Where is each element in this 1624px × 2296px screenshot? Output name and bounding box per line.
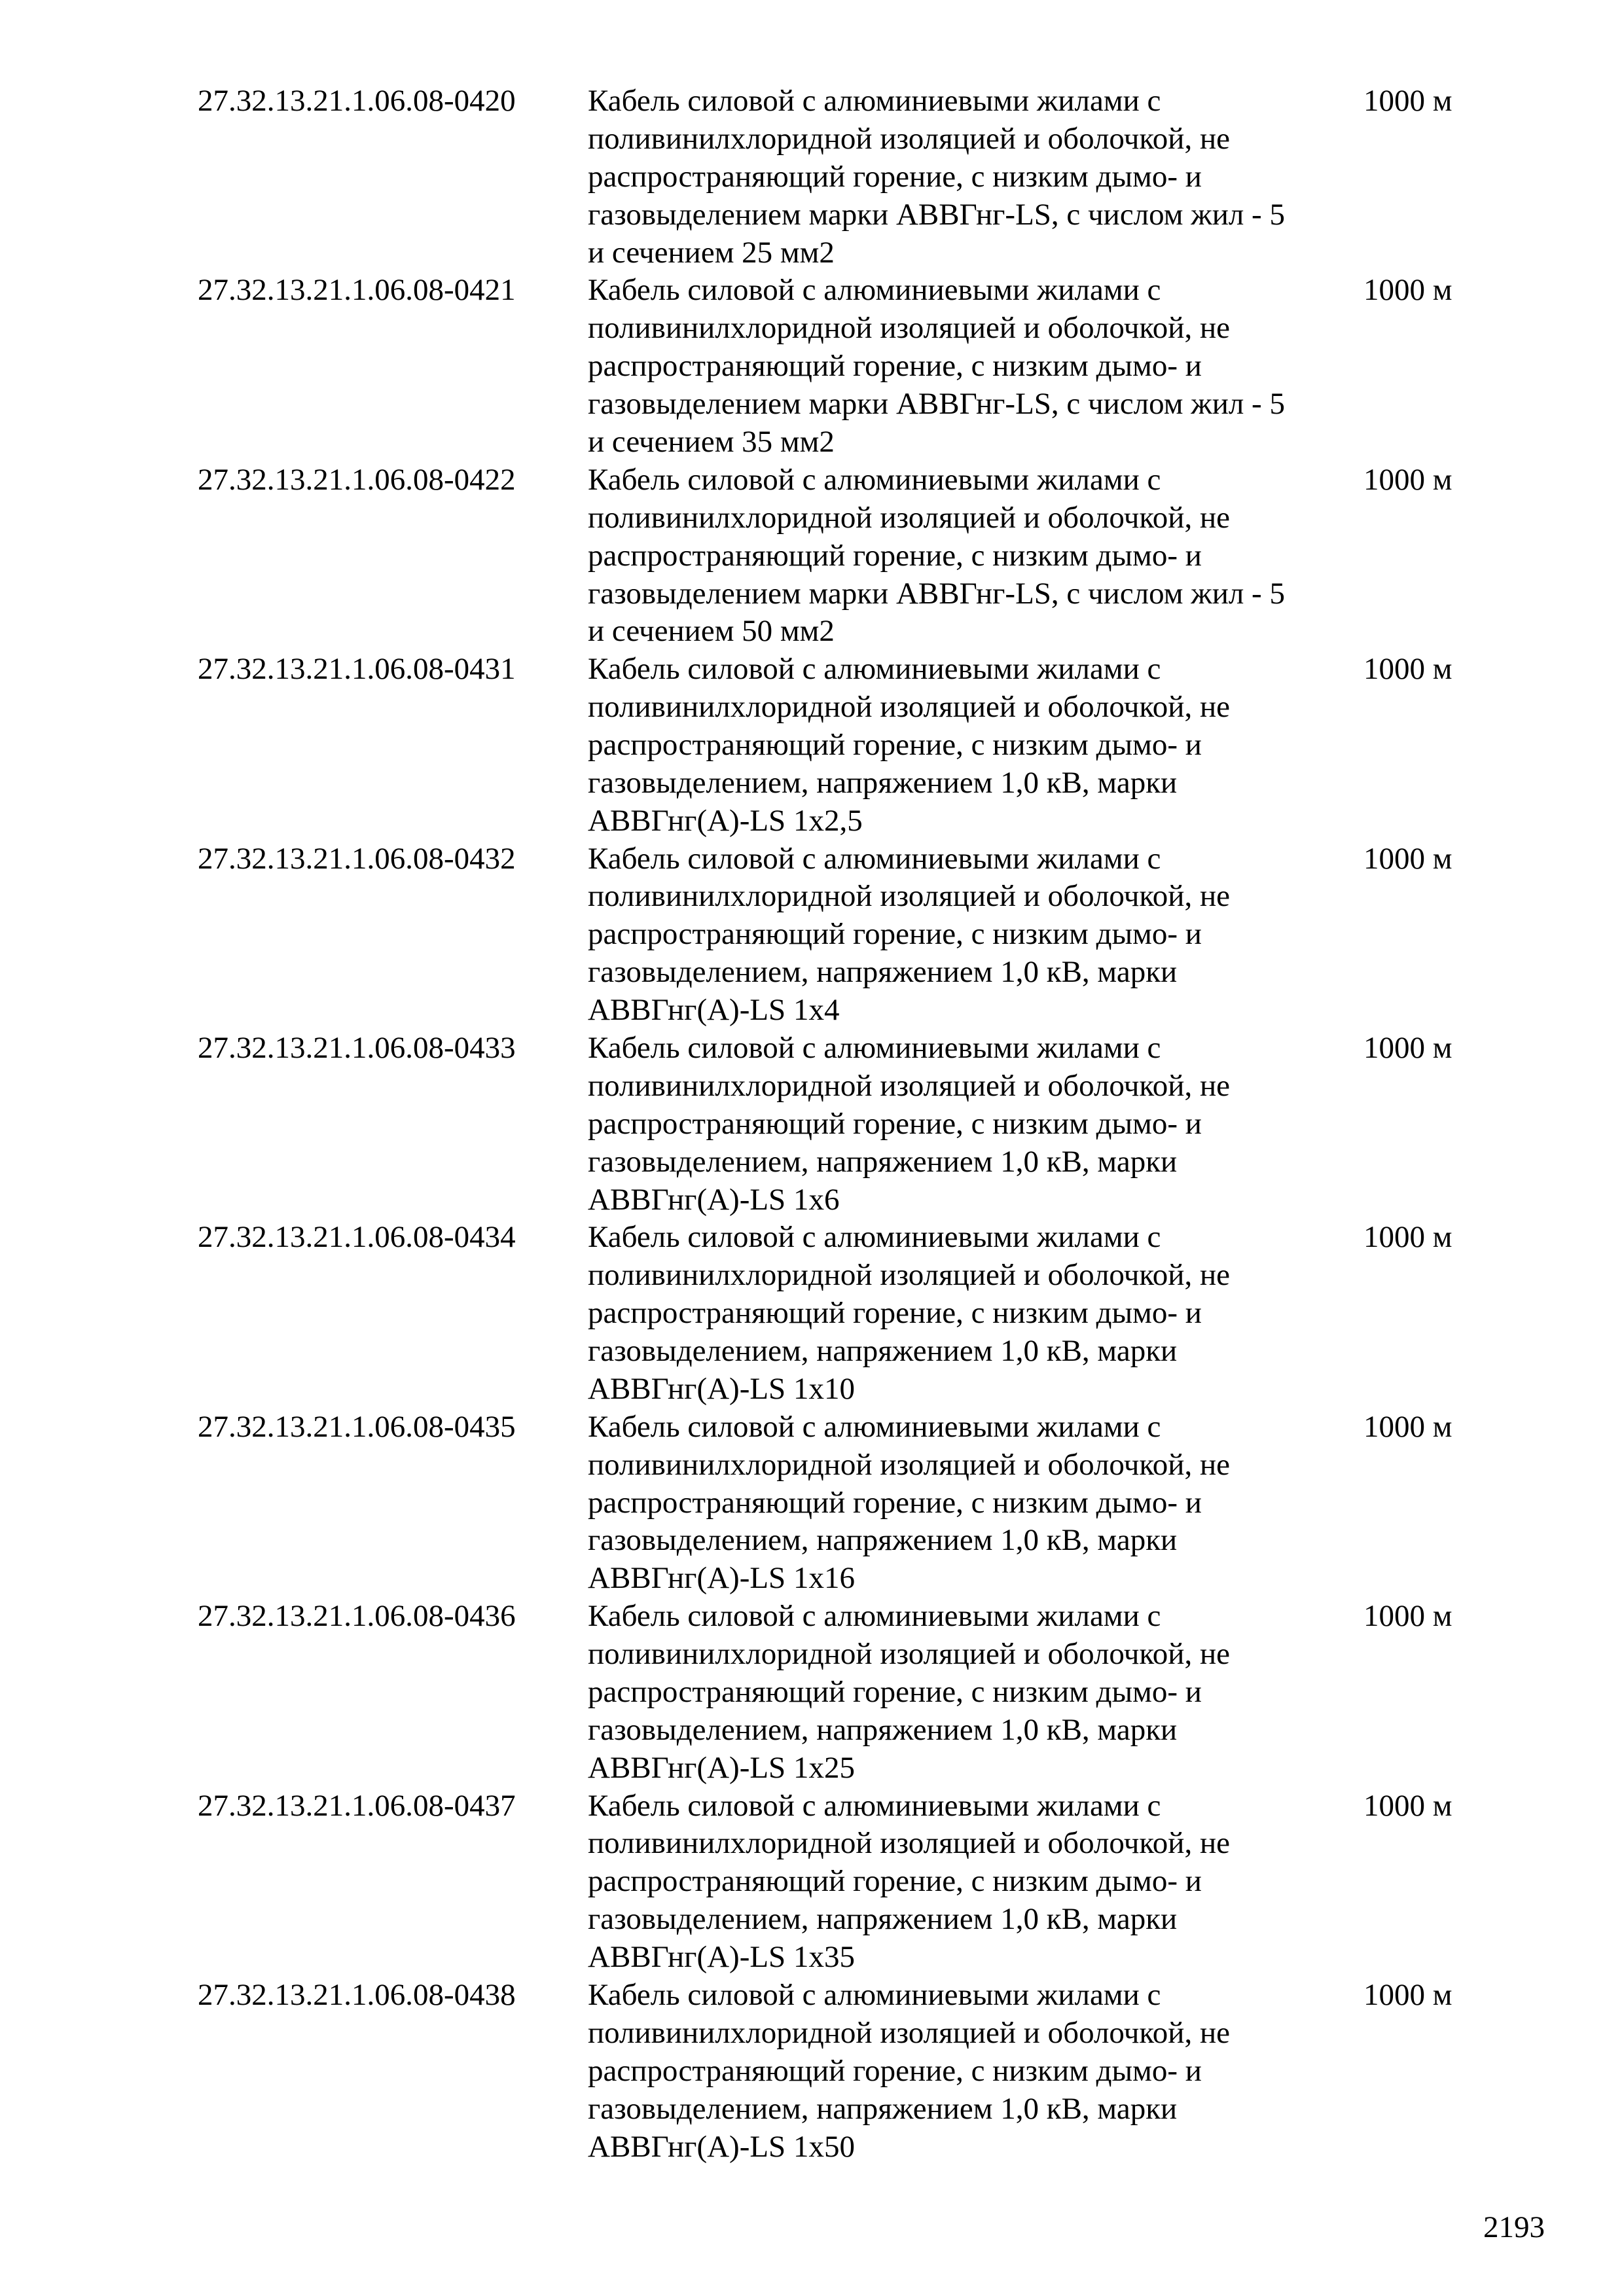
description-line: АВВГнг(А)-LS 1х6 (588, 1182, 840, 1217)
unit-of-measure: 1000 м (1363, 462, 1453, 497)
description-line: распространяющий горение, с низким дымо- и (588, 1485, 1202, 1520)
table-row (0, 272, 1624, 461)
description-line: АВВГнг(А)-LS 1х4 (588, 993, 840, 1028)
description-line: и сечением 50 мм2 (588, 614, 835, 649)
resource-code: 27.32.13.21.1.06.08-0433 (198, 1030, 516, 1065)
description-line: поливинилхлоридной изоляцией и оболочкой, не (588, 311, 1230, 346)
description-line: газовыделением, напряжением 1,0 кВ, марки (588, 1334, 1178, 1369)
table-row (0, 1408, 1624, 1598)
table-row (0, 1787, 1624, 1977)
description-line: поливинилхлоридной изоляцией и оболочкой, не (588, 1637, 1230, 1672)
resource-code: 27.32.13.21.1.06.08-0432 (198, 841, 516, 876)
description-line: распространяющий горение, с низким дымо- и (588, 1864, 1202, 1899)
description-line: Кабель силовой с алюминиевыми жилами с (588, 84, 1161, 118)
description-line: поливинилхлоридной изоляцией и оболочкой, не (588, 121, 1230, 156)
resource-code: 27.32.13.21.1.06.08-0431 (198, 652, 516, 687)
table-row (0, 1598, 1624, 1787)
description-line: АВВГнг(А)-LS 1х2,5 (588, 803, 863, 838)
resource-description (588, 272, 1285, 461)
resource-description (588, 1598, 1230, 1787)
resource-description (588, 840, 1230, 1030)
unit-of-measure: 1000 м (1363, 1409, 1453, 1444)
resource-table (0, 82, 1624, 2166)
resource-description (588, 1219, 1230, 1408)
description-line: поливинилхлоридной изоляцией и оболочкой, не (588, 879, 1230, 914)
resource-code: 27.32.13.21.1.06.08-0434 (198, 1220, 516, 1255)
description-line: поливинилхлоридной изоляцией и оболочкой, не (588, 500, 1230, 535)
resource-code: 27.32.13.21.1.06.08-0421 (198, 273, 516, 308)
resource-description (588, 1977, 1230, 2166)
page-number: 2193 (1483, 2210, 1545, 2244)
unit-of-measure: 1000 м (1363, 84, 1453, 118)
description-line: АВВГнг(А)-LS 1х10 (588, 1371, 855, 1406)
description-line: и сечением 35 мм2 (588, 425, 835, 459)
table-row (0, 82, 1624, 272)
description-line: распространяющий горение, с низким дымо- и (588, 917, 1202, 952)
description-line: распространяющий горение, с низким дымо- и (588, 2053, 1202, 2088)
table-row (0, 1030, 1624, 1219)
table-row (0, 651, 1624, 840)
unit-of-measure: 1000 м (1363, 652, 1453, 687)
description-line: распространяющий горение, с низким дымо- и (588, 727, 1202, 762)
table-row (0, 1219, 1624, 1408)
description-line: газовыделением марки АВВГнг-LS, с числом жил - 5 (588, 387, 1285, 422)
resource-code: 27.32.13.21.1.06.08-0438 (198, 1977, 516, 2012)
description-line: поливинилхлоридной изоляцией и оболочкой, не (588, 690, 1230, 725)
description-line: распространяющий горение, с низким дымо- и (588, 349, 1202, 384)
description-line: Кабель силовой с алюминиевыми жилами с (588, 652, 1161, 687)
resource-code: 27.32.13.21.1.06.08-0422 (198, 462, 516, 497)
resource-description (588, 1408, 1230, 1598)
resource-description (588, 461, 1285, 651)
description-line: и сечением 25 мм2 (588, 235, 835, 270)
description-line: Кабель силовой с алюминиевыми жилами с (588, 1030, 1161, 1065)
description-line: Кабель силовой с алюминиевыми жилами с (588, 462, 1161, 497)
description-line: газовыделением марки АВВГнг-LS, с числом жил - 5 (588, 197, 1285, 232)
unit-of-measure: 1000 м (1363, 1030, 1453, 1065)
resource-description (588, 1030, 1230, 1219)
unit-of-measure: 1000 м (1363, 841, 1453, 876)
description-line: Кабель силовой с алюминиевыми жилами с (588, 1599, 1161, 1634)
description-line: Кабель силовой с алюминиевыми жилами с (588, 1409, 1161, 1444)
description-line: распространяющий горение, с низким дымо- и (588, 159, 1202, 194)
description-line: газовыделением, напряжением 1,0 кВ, марки (588, 1902, 1178, 1937)
description-line: Кабель силовой с алюминиевыми жилами с (588, 1977, 1161, 2012)
unit-of-measure: 1000 м (1363, 273, 1453, 308)
description-line: газовыделением, напряжением 1,0 кВ, марки (588, 1523, 1178, 1558)
resource-description (588, 1787, 1230, 1977)
description-line: поливинилхлоридной изоляцией и оболочкой, не (588, 1068, 1230, 1103)
description-line: Кабель силовой с алюминиевыми жилами с (588, 1220, 1161, 1255)
table-row (0, 1977, 1624, 2166)
description-line: Кабель силовой с алюминиевыми жилами с (588, 1788, 1161, 1823)
unit-of-measure: 1000 м (1363, 1599, 1453, 1634)
description-line: поливинилхлоридной изоляцией и оболочкой, не (588, 2015, 1230, 2050)
description-line: распространяющий горение, с низким дымо- и (588, 1296, 1202, 1331)
description-line: распространяющий горение, с низким дымо- и (588, 538, 1202, 573)
description-line: газовыделением, напряжением 1,0 кВ, марки (588, 765, 1178, 800)
description-line: поливинилхлоридной изоляцией и оболочкой, не (588, 1826, 1230, 1861)
resource-code: 27.32.13.21.1.06.08-0420 (198, 84, 516, 118)
table-row (0, 461, 1624, 651)
resource-code: 27.32.13.21.1.06.08-0437 (198, 1788, 516, 1823)
unit-of-measure: 1000 м (1363, 1977, 1453, 2012)
resource-code: 27.32.13.21.1.06.08-0435 (198, 1409, 516, 1444)
description-line: АВВГнг(А)-LS 1х35 (588, 1940, 855, 1975)
resource-description (588, 651, 1230, 840)
description-line: газовыделением, напряжением 1,0 кВ, марки (588, 955, 1178, 990)
description-line: АВВГнг(А)-LS 1х50 (588, 2129, 855, 2164)
description-line: АВВГнг(А)-LS 1х16 (588, 1561, 855, 1596)
description-line: распространяющий горение, с низким дымо- и (588, 1106, 1202, 1141)
description-line: газовыделением марки АВВГнг-LS, с числом жил - 5 (588, 576, 1285, 611)
unit-of-measure: 1000 м (1363, 1788, 1453, 1823)
description-line: АВВГнг(А)-LS 1х25 (588, 1750, 855, 1785)
description-line: Кабель силовой с алюминиевыми жилами с (588, 273, 1161, 308)
description-line: газовыделением, напряжением 1,0 кВ, марки (588, 2091, 1178, 2126)
resource-description (588, 82, 1285, 272)
description-line: распространяющий горение, с низким дымо- и (588, 1674, 1202, 1709)
description-line: поливинилхлоридной изоляцией и оболочкой, не (588, 1258, 1230, 1293)
description-line: поливинилхлоридной изоляцией и оболочкой, не (588, 1447, 1230, 1482)
description-line: газовыделением, напряжением 1,0 кВ, марки (588, 1712, 1178, 1747)
description-line: Кабель силовой с алюминиевыми жилами с (588, 841, 1161, 876)
table-row (0, 840, 1624, 1030)
unit-of-measure: 1000 м (1363, 1220, 1453, 1255)
resource-code: 27.32.13.21.1.06.08-0436 (198, 1599, 516, 1634)
description-line: газовыделением, напряжением 1,0 кВ, марки (588, 1144, 1178, 1179)
